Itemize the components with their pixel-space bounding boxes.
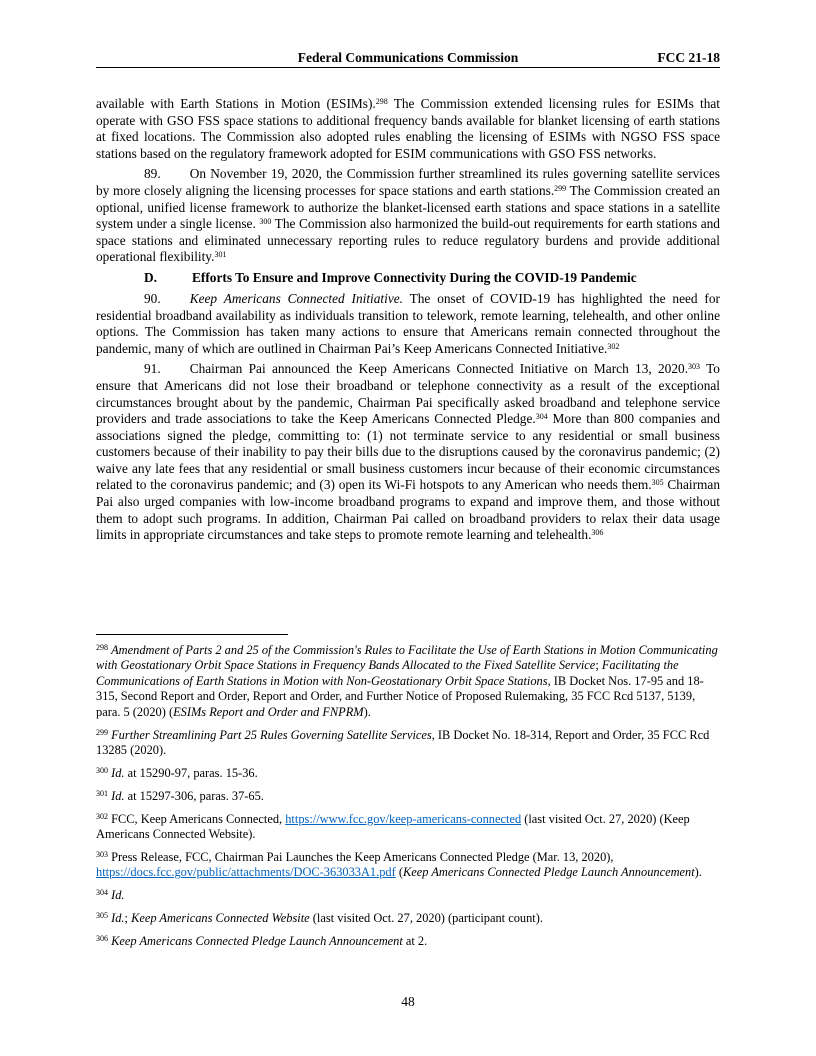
paragraph-title: Keep Americans Connected Initiative. (189, 290, 404, 306)
footnote-305: $^{305}$ Id.; Keep Americans Connected Website (last visited Oct. 27, 2020) (participant count). (96, 911, 543, 926)
page-header (96, 49, 720, 68)
footnote-ref[interactable]: 301 (214, 250, 227, 260)
section-heading (96, 270, 720, 287)
fcc-keep-connected-link[interactable]: https://www.fcc.gov/keep-americans-connected (285, 811, 522, 826)
paragraph-89: 89. On November 19, 2020, the Commission further streamlined its rules governing satellite services by more closely aligning the licensing processes for space stations and earth stations.$^{299}$ The Commission created an optional, unified license framework to authorize the blanket-licensed earth stations and space stations in a satellite system under a single license. $^{300}$ The Commission also harmonized the build-out requirements for earth stations and space stations and eliminated unnecessary reporting rules to reduce regulatory burdens and provide additional operational flexibility.$^{301}$ (96, 166, 720, 265)
footnote-ref[interactable]: 303 (688, 362, 701, 372)
press-release-pdf-link[interactable]: https://docs.fcc.gov/public/attachments/DOC-363033A1.pdf (96, 865, 396, 880)
footnotes (96, 643, 720, 957)
paragraph-number: 90. (144, 290, 161, 306)
footnote-304: $^{304}$ Id. (96, 888, 125, 903)
footnote-299: $^{299}$ Further Streamlining Part 25 Rules Governing Satellite Services, IB Docket No. 18-314, Report and Order, 35 FCC Rcd 13285 (2020). (96, 727, 710, 757)
paragraph-91: 91. Chairman Pai announced the Keep Americans Connected Initiative on March 13, 2020.$^{303}$ To ensure that Americans did not lose their broadband or telephone connectivity as a result of the exceptional circumstances brought about by the pandemic, Chairman Pai specifically asked broadband and telephone service providers and trade associations to take the Keep Americans Connected Pledge.$^{304}$ More than 800 companies and associations signed the pledge, committing to: (1) not terminate service to any residential or small business customers because of their inability to pay their bills due to the disruptions caused by the coronavirus pandemic; (2) waive any late fees that any residential or small business customers incur because of their economic circumstances related to the coronavirus pandemic; and (3) open its Wi-Fi hotspots to any American who needs them.$^{305}$ Chairman Pai also urged companies with low-income broadband programs to expand and improve them, and those without them to adopt such programs. In addition, Chairman Pai called on broadband providers to relax their data usage limits in appropriate circumstances and take steps to promote remote learning and telehealth.$^{306}$ (96, 361, 720, 543)
footnote-300: $^{300}$ Id. at 15290-97, paras. 15-36. (96, 765, 258, 780)
paragraph-continued: available with Earth Stations in Motion (ESIMs).$^{298}$ The Commission extended licensing rules for ESIMs that operate with GSO FSS space stations to additional frequency bands available for blanket licensing of earth stations at fixed locations. The Commission also adopted rules enabling the licensing of ESIMs with NGSO FSS space stations based on the regulatory framework adopted for ESIM communications with GSO FSS networks. (96, 96, 721, 161)
paragraph-number: 91. (144, 361, 161, 377)
paragraph-number: 89. (144, 166, 161, 182)
header-doc-id: FCC 21-18 (657, 50, 720, 65)
footnote-306: $^{306}$ Keep Americans Connected Pledge Launch Announcement at 2. (96, 934, 428, 949)
body-text (96, 96, 720, 548)
footnote-298: $^{298}$ Amendment of Parts 2 and 25 of the Commission's Rules to Facilitate the Use of Earth Stations in Motion Communicating with Geostationary Orbit Space Stations in Frequency Bands Allocated to the Fixed Satellite Service; Facilitating the Communications of Earth Stations in Motion with Non-Geostationary Orbit Space Stations, IB Docket Nos. 17-95 and 18-315, Second Report and Order, Report and Order, and Further Notice of Proposed Rulemaking, 35 FCC Rcd 5137, 5139, para. 5 (2020) (ESIMs Report and Order and FNPRM). (96, 643, 718, 719)
footnote-ref[interactable]: 298 (375, 97, 388, 106)
footnote-301: $^{301}$ Id. at 15297-306, paras. 37-65. (96, 788, 264, 803)
footnote-ref[interactable]: 302 (607, 341, 620, 351)
footnote-ref[interactable]: 305 (651, 478, 664, 488)
footnote-ref[interactable]: 306 (591, 528, 604, 538)
footnote-separator (96, 634, 288, 635)
footnote-303: $^{303}$ Press Release, FCC, Chairman Pai Launches the Keep Americans Connected Pledge (Mar. 13, 2020), https://docs.fcc.gov/public/attachments/DOC-363033A1.pdf (Keep Americans Connected Pledge Launch Announcement). (96, 849, 702, 880)
page-number: 48 (401, 994, 415, 1009)
footnote-ref[interactable]: 300 (259, 217, 272, 227)
footnote-ref[interactable]: 299 (554, 183, 567, 193)
footnote-302: $^{302}$ FCC, Keep Americans Connected, https://www.fcc.gov/keep-americans-connected (last visited Oct. 27, 2020) (Keep Americans Connected Website). (96, 811, 690, 842)
paragraph-90: 90. Keep Americans Connected Initiative. The onset of COVID-19 has highlighted the need for residential broadband availability as individuals transition to telework, remote learning, telehealth, and other online options. The Commission has taken many actions to ensure that Americans remain connected throughout the pandemic, many of which are outlined in Chairman Pai’s Keep Americans Connected Initiative.$^{302}$ (96, 290, 720, 356)
section-title: Efforts To Ensure and Improve Connectivity During the COVID-19 Pandemic (192, 269, 637, 285)
section-letter: D. (144, 269, 157, 285)
header-title: Federal Communications Commission (297, 50, 519, 65)
footnote-ref[interactable]: 304 (535, 412, 548, 422)
